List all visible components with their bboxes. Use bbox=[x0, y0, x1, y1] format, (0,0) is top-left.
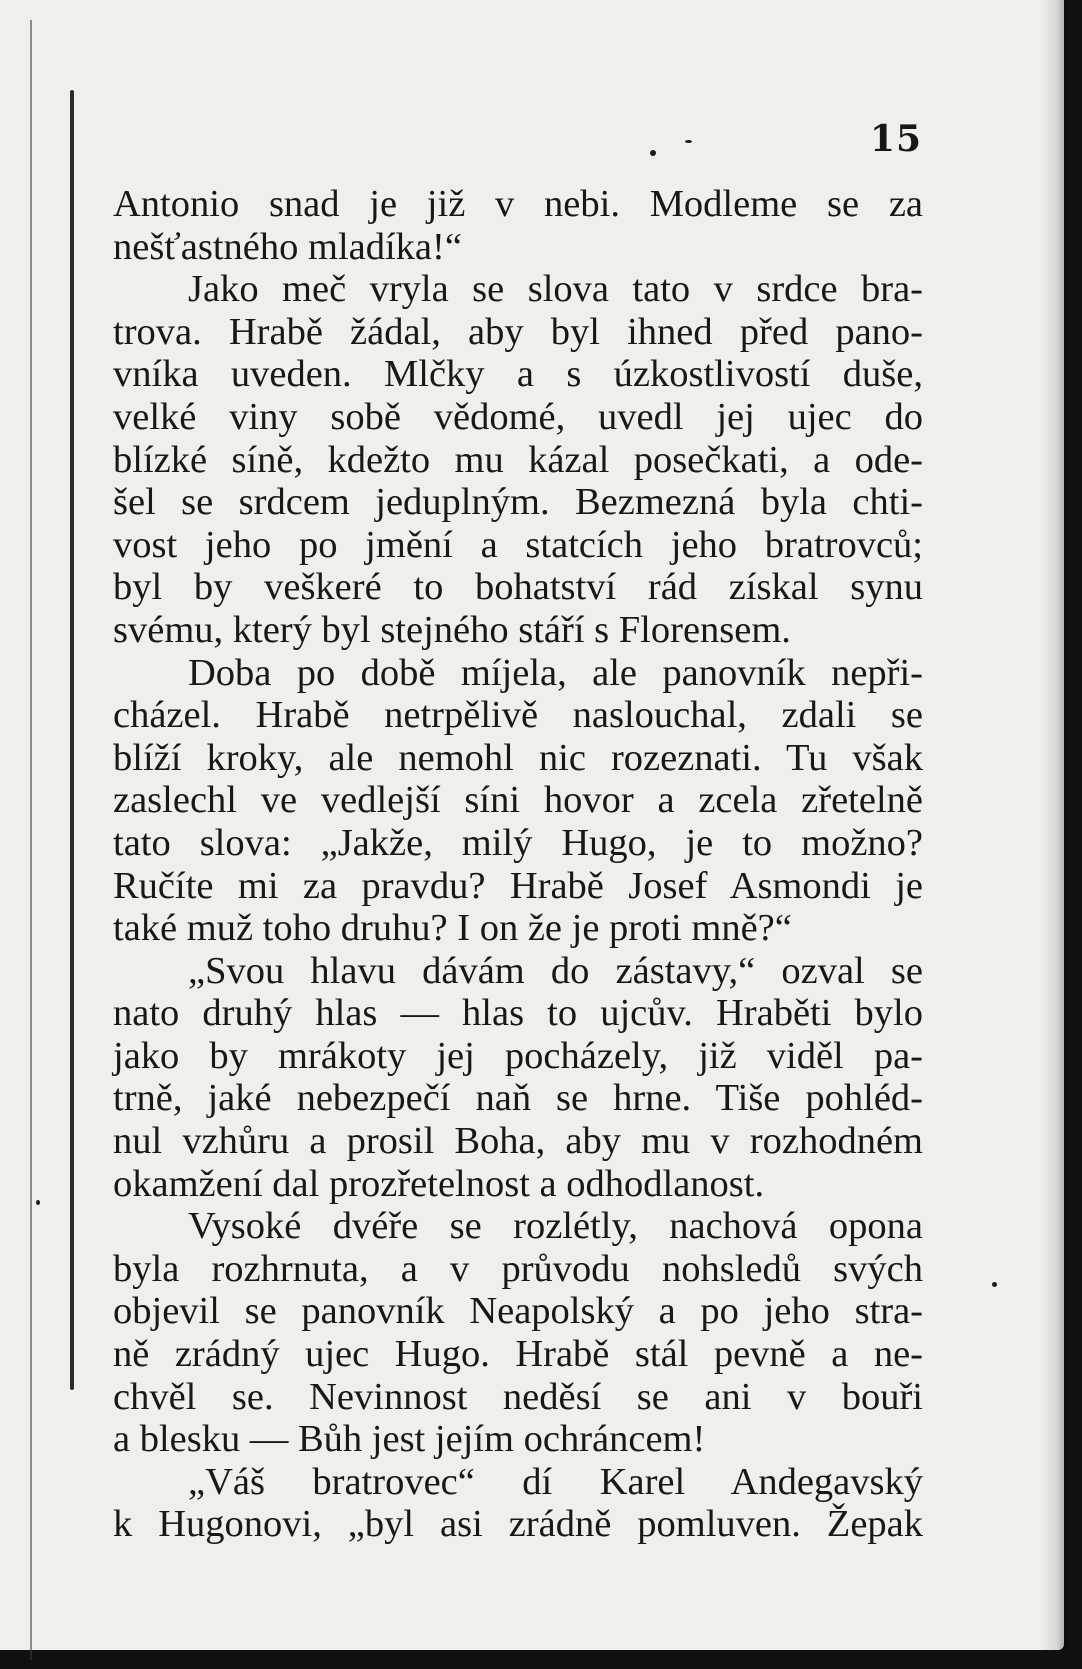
text-line: Ručíte mi za pravdu? Hrabě Josef Asmondi je bbox=[113, 864, 923, 907]
text-line: blíží kroky, ale nemohl nic rozeznati. Tu však bbox=[113, 736, 923, 779]
text-line: nul vzhůru a prosil Boha, aby mu v rozhodném bbox=[113, 1120, 923, 1163]
text-line: Doba po době míjela, ale panovník nepři- bbox=[188, 651, 923, 694]
text-line: okamžení dal prozřetelnost a odhodlanost. bbox=[113, 1162, 765, 1205]
text-line: trova. Hrabě žádal, aby byl ihned před pano- bbox=[113, 310, 923, 353]
body-text bbox=[113, 183, 923, 1546]
ink-speck bbox=[685, 140, 692, 143]
text-line: jako by mrákoty jej pocházely, již viděl pa- bbox=[113, 1034, 923, 1077]
text-line: trně, jaké nebezpečí naň se hrne. Tiše pohléd- bbox=[113, 1077, 923, 1120]
text-line: „Svou hlavu dávám do zástavy,“ ozval se bbox=[188, 949, 923, 992]
text-line: šel se srdcem jeduplným. Bezmezná byla chti- bbox=[113, 481, 923, 524]
text-line: také muž toho druhu? I on že je proti mně?“ bbox=[113, 907, 792, 950]
text-line: nato druhý hlas — hlas to ujcův. Hraběti bylo bbox=[113, 992, 923, 1035]
text-line: tato slova: „Jakže, milý Hugo, je to možno? bbox=[113, 821, 923, 864]
text-line: zaslechl ve vedlejší síni hovor a zcela zřetelně bbox=[113, 779, 923, 822]
page-number: 15 bbox=[870, 118, 923, 160]
page-edge-shadow bbox=[1040, 0, 1068, 1650]
text-line: vníka uveden. Mlčky a s úzkostlivostí duše, bbox=[113, 353, 923, 396]
text-line: ně zrádný ujec Hugo. Hrabě stál pevně a ne- bbox=[113, 1333, 923, 1376]
ink-speck bbox=[650, 150, 656, 156]
text-line: k Hugonovi, „byl asi zrádně pomluven. Žepak bbox=[113, 1503, 923, 1546]
text-line: Vysoké dvéře se rozlétly, nachová opona bbox=[188, 1205, 923, 1248]
text-line: „Váš bratrovec“ dí Karel Andegavský bbox=[188, 1460, 923, 1503]
ink-speck bbox=[36, 1200, 40, 1205]
text-line: a blesku — Bůh jest jejím ochráncem! bbox=[113, 1418, 706, 1461]
binding-edge bbox=[70, 90, 74, 1390]
text-line: nešťastného mladíka!“ bbox=[113, 225, 462, 268]
text-line: Jako meč vryla se slova tato v srdce bra- bbox=[188, 268, 923, 311]
text-line: chvěl se. Nevinnost neděsí se ani v bouři bbox=[113, 1375, 923, 1418]
text-line: byla rozhrnuta, a v průvodu nohsledů svých bbox=[113, 1247, 923, 1290]
text-line: byl by veškeré to bohatství rád získal synu bbox=[113, 566, 923, 609]
gutter-line bbox=[30, 20, 32, 1660]
text-line: velké viny sobě vědomé, uvedl jej ujec do bbox=[113, 395, 923, 438]
text-line: svému, který byl stejného stáří s Florensem. bbox=[113, 608, 791, 651]
ink-speck bbox=[992, 1282, 997, 1287]
text-line: Antonio snad je již v nebi. Modleme se za bbox=[113, 183, 923, 225]
text-line: blízké síně, kdežto mu kázal posečkati, a ode- bbox=[113, 438, 923, 481]
text-line: cházel. Hrabě netrpělivě naslouchal, zdali se bbox=[113, 694, 923, 737]
text-line: vost jeho po jmění a statcích jeho bratrovců; bbox=[113, 523, 923, 566]
text-line: objevil se panovník Neapolský a po jeho stra- bbox=[113, 1290, 923, 1333]
